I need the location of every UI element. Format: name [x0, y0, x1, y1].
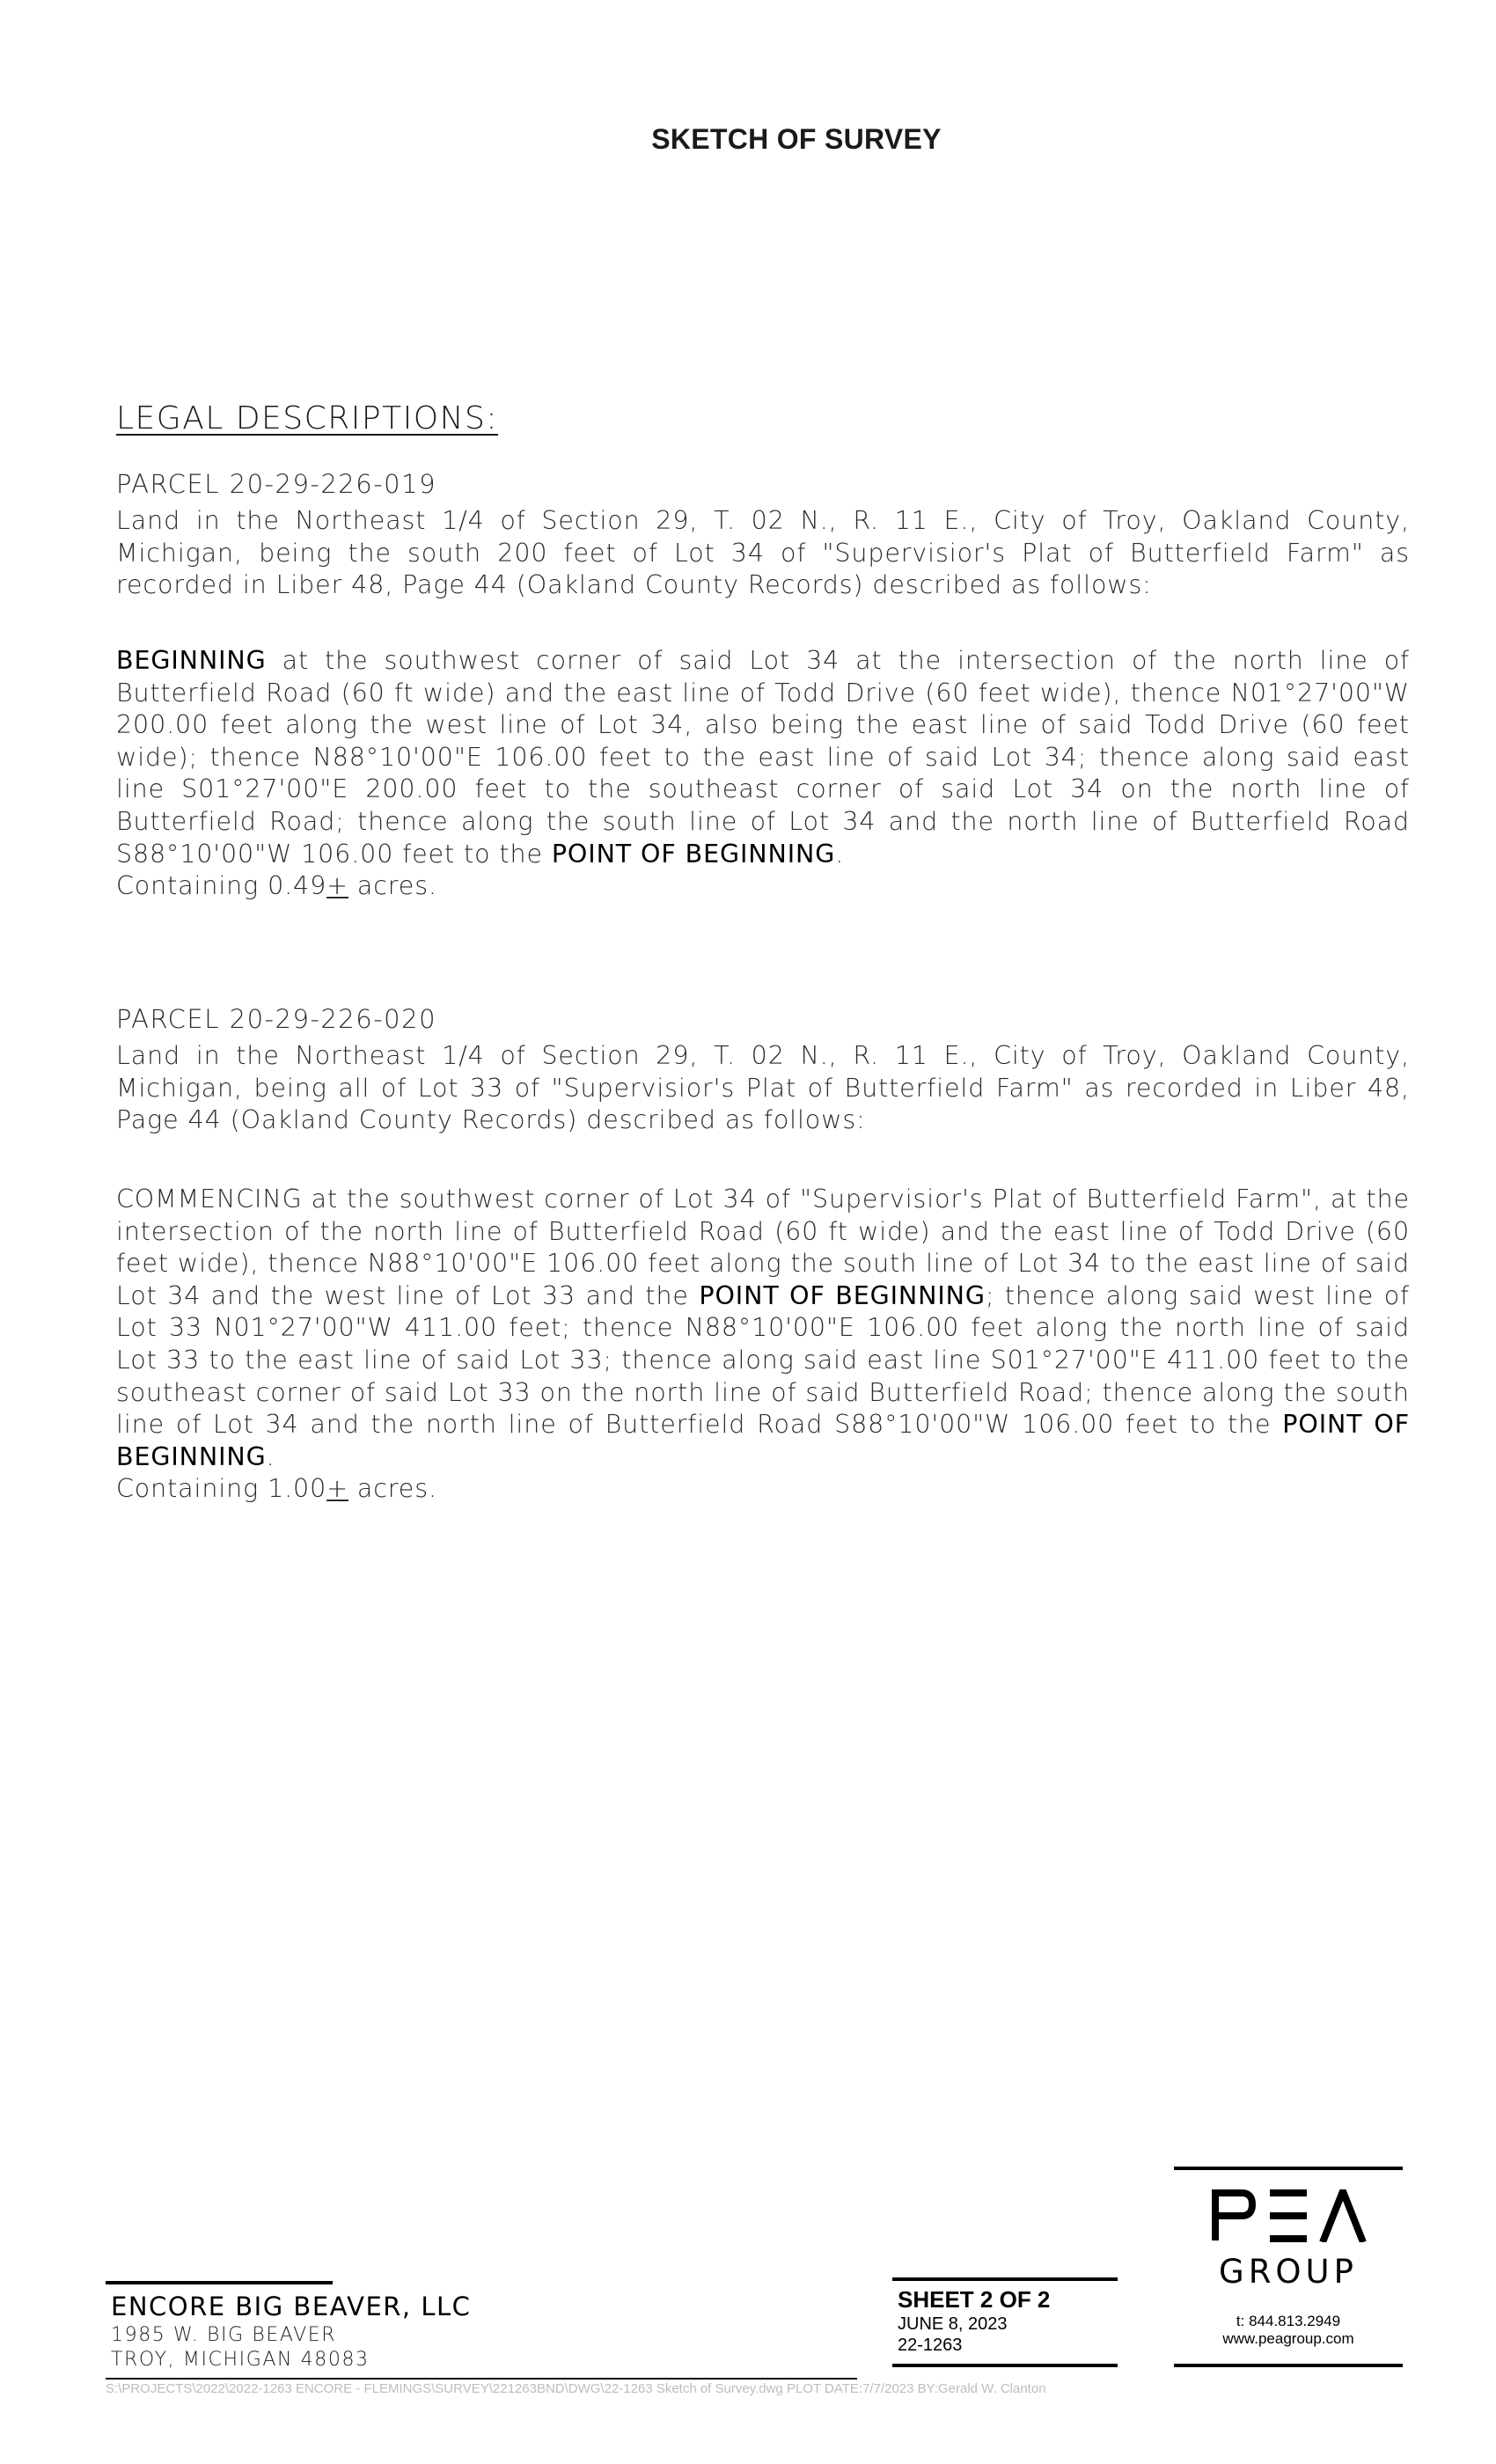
parcel-2-description-end: . — [266, 1441, 275, 1471]
parcel-2-containing — [116, 1474, 437, 1503]
owner-address-line1: 1985 W. BIG BEAVER — [111, 2324, 337, 2346]
legal-descriptions-heading: LEGAL DESCRIPTIONS: — [116, 400, 498, 436]
owner-top-rule — [106, 2281, 333, 2284]
plot-file-path: S:\PROJECTS\2022\2022-1263 ENCORE - FLEMINGS\SURVEY\221263BND\DWG\22-1263 Sketch of Survey.dwg PLOT DATE:7/7/2023 BY:Gerald W. Clanton — [106, 2381, 1046, 2396]
parcel-1-intro: Land in the Northeast 1/4 of Section 29, T. 02 N., R. 11 E., City of Troy, Oakland County, Michigan, being the south 200 feet of Lot 34 of "Supervisior's Plat of Butterfield Farm" as recorded in Liber 48, Page 44 (Oakland County Records) described as follows: — [116, 506, 1410, 600]
sheet-top-rule — [892, 2277, 1118, 2281]
sheet-date: JUNE 8, 2023 — [898, 2314, 1008, 2334]
parcel-1-containing-value: Containing 0.49 — [116, 871, 327, 901]
parcel-2-intro: Land in the Northeast 1/4 of Section 29, T. 02 N., R. 11 E., City of Troy, Oakland County, Michigan, being all of Lot 33 of "Supervisior's Plat of Butterfield Farm" as recorded in Liber 48, Page 44 (Oakland County Records) described as follows: — [116, 1041, 1410, 1135]
company-phone: t: 844.813.2949 — [1236, 2313, 1341, 2329]
parcel-2-description-lead: COMMENCING at the southwest corner of Lot 34 of "Supervisior's Plat of Butterfield Farm", at the intersection of the north line of Butterfield Road (60 ft wide) and the east line of Todd Drive (60 feet wide), thence N88°10'00"E 106.00 feet along the south line of Lot 34 to the east line of said Lot 34 and the west line of Lot 33 and the — [116, 1184, 1410, 1310]
owner-name: ENCORE BIG BEAVER, LLC — [111, 2292, 472, 2321]
company-website: www.peagroup.com — [1222, 2330, 1354, 2347]
owner-bottom-rule — [106, 2378, 857, 2380]
logo-group-text: GROUP — [1219, 2253, 1358, 2291]
plus-minus-symbol: + — [326, 871, 348, 901]
parcel-2-containing-value: Containing 1.00 — [116, 1474, 327, 1504]
parcel-2-containing-unit: acres. — [348, 1474, 437, 1504]
parcel-1-description — [116, 645, 1410, 903]
point-of-beginning: POINT OF BEGINNING — [116, 1410, 1410, 1471]
parcel-1-description-body: at the southwest corner of said Lot 34 at the intersection of the north line of Butterfield Road (60 ft wide) and the east line of Todd Drive (60 feet wide), thence N01°27'00"W 200.00 feet along the west line of Lot 34, also being the east line of said Todd Drive (60 feet wide); thence N88°10'00"E 106.00 feet to the east line of said Lot 34; thence along said east line S01°27'00"E 200.00 feet to the southeast corner of said Lot 34 on the north line of Butterfield Road; thence along the south line of Lot 34 and the north line of Butterfield Road S88°10'00"W 106.00 feet to the — [116, 646, 1410, 869]
logo-top-rule — [1174, 2167, 1403, 2170]
owner-address-line2: TROY, MICHIGAN 48083 — [111, 2349, 370, 2371]
pea-logo-icon — [1212, 2189, 1367, 2242]
parcel-1-label: PARCEL 20-29-226-019 — [116, 469, 437, 499]
parcel-2-description-body: ; thence along said west line of Lot 33 N01°27'00"W 411.00 feet; thence N88°10'00"E 106.00 feet along the north line of said Lot 33 to the east line of said Lot 33; thence along said east line S01°27'00"E 411.00 feet to the southeast corner of said Lot 33 on the north line of said Butterfield Road; thence along the south line of Lot 34 and the north line of Butterfield Road S88°10'00"W 106.00 feet to the — [116, 1280, 1410, 1440]
page-title: SKETCH OF SURVEY — [651, 123, 942, 155]
parcel-1-description-end: . — [835, 839, 845, 869]
sheet-bottom-rule — [892, 2364, 1118, 2367]
beginning-keyword: BEGINNING — [116, 646, 267, 675]
parcel-1-containing — [116, 871, 437, 900]
sheet-number: SHEET 2 OF 2 — [898, 2286, 1051, 2313]
pea-logo — [1212, 2189, 1367, 2242]
parcel-2-description — [116, 1184, 1410, 1506]
parcel-1-containing-unit: acres. — [348, 871, 437, 901]
point-of-beginning: POINT OF BEGINNING — [551, 839, 836, 869]
job-number: 22-1263 — [898, 2336, 963, 2355]
parcel-2-label: PARCEL 20-29-226-020 — [116, 1004, 437, 1034]
logo-bottom-rule — [1174, 2364, 1403, 2367]
point-of-beginning: POINT OF BEGINNING — [699, 1280, 986, 1310]
plus-minus-symbol: + — [326, 1474, 348, 1504]
